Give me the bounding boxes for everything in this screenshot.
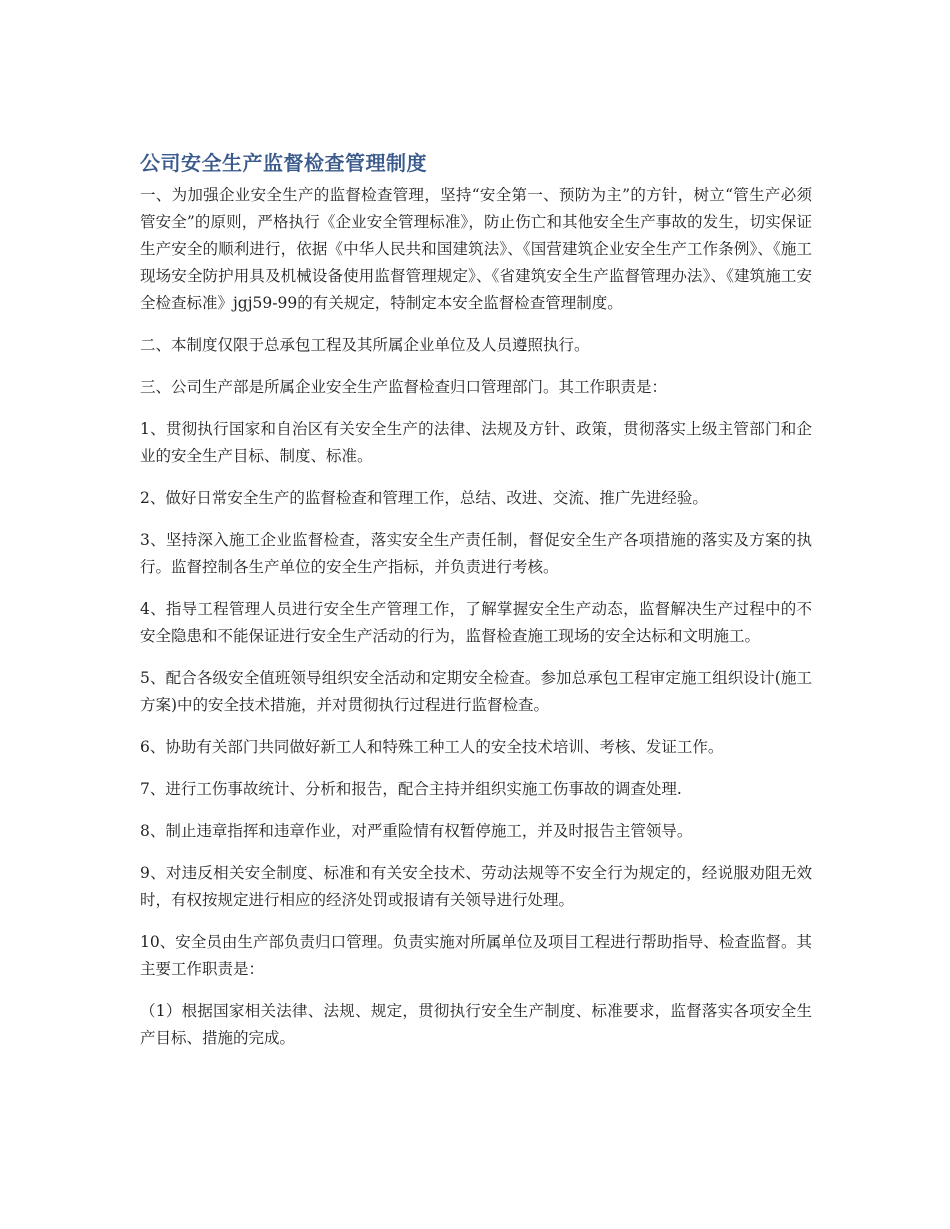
paragraph-1: 一、为加强企业安全生产的监督检查管理，坚持“安全第一、预防为主”的方针，树立“管生产必须管安全”的原则，严格执行《企业安全管理标准》，防止伤亡和其他安全生产事故的发生，切实保证生产安全的顺利进行，依据《中华人民共和国建筑法》、《国营建筑企业安全生产工作条例》、《施工现场安全防护用具及机械设备使用监督管理规定》、《省建筑安全生产监督管理办法》、《建筑施工安全检查标准》jgj59-99的有关规定，特制定本安全监督检查管理制度。	[140, 186, 812, 312]
paragraph-subitem-1: （1）根据国家相关法律、法规、规定，贯彻执行安全生产制度、标准要求，监督落实各项安全生产目标、措施的完成。	[140, 1002, 812, 1047]
paragraph-2: 二、本制度仅限于总承包工程及其所属企业单位及人员遵照执行。	[140, 336, 590, 354]
paragraph-item-9: 9、对违反相关安全制度、标准和有关安全技术、劳动法规等不安全行为规定的，经说服劝阻无效时，有权按规定进行相应的经济处罚或报请有关领导进行处理。	[140, 864, 812, 909]
paragraph-item-2: 2、做好日常安全生产的监督检查和管理工作，总结、改进、交流、推广先进经验。	[140, 489, 708, 507]
paragraph-item-4: 4、指导工程管理人员进行安全生产管理工作，了解掌握安全生产动态，监督解决生产过程中的不安全隐患和不能保证进行安全生产活动的行为，监督检查施工现场的安全达标和文明施工。	[140, 600, 812, 645]
paragraph-item-6: 6、协助有关部门共同做好新工人和特殊工种工人的安全技术培训、考核、发证工作。	[140, 738, 724, 756]
paragraph-3: 三、公司生产部是所属企业安全生产监督检查归口管理部门。其工作职责是：	[140, 378, 668, 396]
paragraph-item-3: 3、坚持深入施工企业监督检查，落实安全生产责任制，督促安全生产各项措施的落实及方案的执行。监督控制各生产单位的安全生产指标，并负责进行考核。	[140, 531, 812, 576]
paragraph-item-1: 1、贯彻执行国家和自治区有关安全生产的法律、法规及方针、政策，贯彻落实上级主管部门和企业的安全生产目标、制度、标准。	[140, 420, 812, 465]
paragraph-item-5: 5、配合各级安全值班领导组织安全活动和定期安全检查。参加总承包工程审定施工组织设计(施工方案)中的安全技术措施，并对贯彻执行过程进行监督检查。	[140, 669, 812, 714]
page-title: 公司安全生产监督检查管理制度	[140, 151, 427, 175]
paragraph-item-7: 7、进行工伤事故统计、分析和报告，配合主持并组织实施工伤事故的调查处理.	[140, 780, 682, 798]
paragraph-item-10: 10、安全员由生产部负责归口管理。负责实施对所属单位及项目工程进行帮助指导、检查监督。其主要工作职责是：	[140, 933, 812, 978]
document-body	[140, 148, 812, 1067]
paragraph-item-8: 8、制止违章指挥和违章作业，对严重险情有权暂停施工，并及时报告主管领导。	[140, 822, 693, 840]
